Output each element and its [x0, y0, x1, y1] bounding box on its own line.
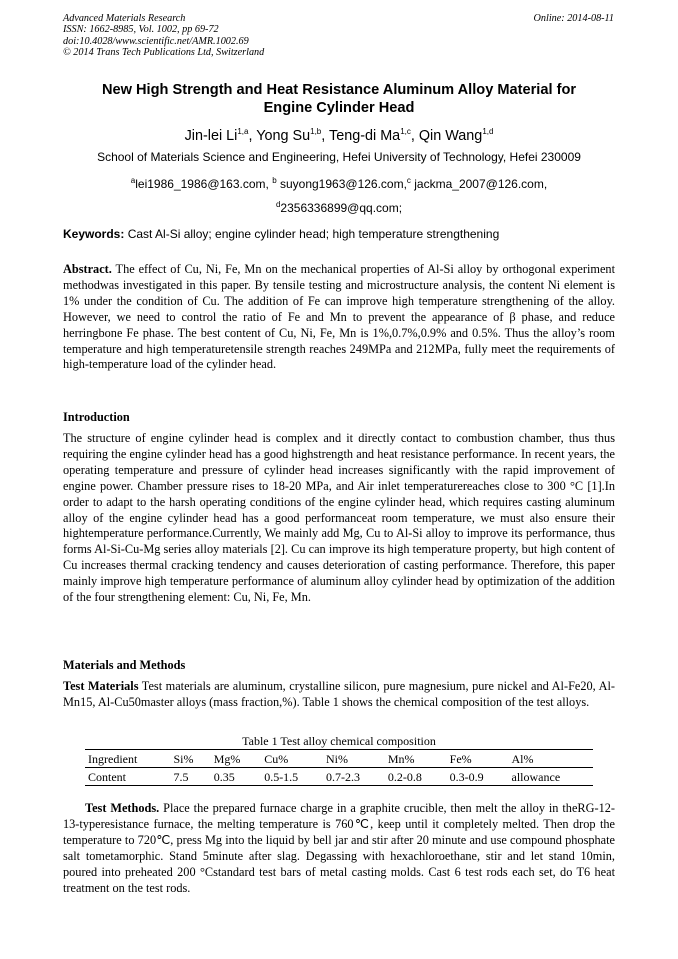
test-materials-label: Test Materials — [63, 679, 139, 693]
table-cell: 0.2-0.8 — [385, 768, 447, 786]
author-name: Jin-lei Li — [184, 127, 238, 144]
affiliation: School of Materials Science and Engineering, Hefei University of Technology, Hefei 230009 — [97, 150, 581, 164]
table-header-cell: Ni% — [323, 750, 385, 768]
table-cell: Content — [85, 768, 170, 786]
email-line-2 — [63, 195, 615, 219]
author-separator: , — [321, 127, 329, 144]
introduction-text: The structure of engine cylinder head is complex and it directly contact to combustion chamber, thus thus requiring the engine cylinder head has a good highstrength and heat resistance performance. In recent years, the operating temperature and pressure of cylinder head increases significantly with the rapid improvement of engine power. Chamber pressure rises to 18-20 MPa, and Air inlet temperaturereaches close to 300 °C [1].In order to adapt to the harsh operating conditions of the engine cylinder head, which requires casting aluminum alloy of the engine cylinder head has a good performanceat room temperature, we must also ensure their hightemperature performance.Currently, We mainly add Mg, Cu to Al-Si alloy to improve its performance, thus forms Al-Si-Cu-Mg series alloy materials [2]. Cu can improve its high temperature property, but high content of Cu increases thermal cracking tendency and causes deterioration of casting performance. Therefore, this paper mainly improve high temperature performance of aluminum alloy cylinder head by optimization of the addition of the four strengthening element: Cu, Ni, Fe, Mn. — [63, 431, 615, 605]
email-a: lei1986_1986@163.com, — [135, 177, 273, 191]
author-affil-mark: 1,d — [482, 127, 494, 136]
section-heading-methods: Materials and Methods — [63, 658, 186, 672]
author-name: Teng-di Ma — [329, 127, 401, 144]
table-header-cell: Ingredient — [85, 750, 170, 768]
keywords-text: Cast Al-Si alloy; engine cylinder head; high temperature strengthening — [124, 227, 500, 241]
author-name: Qin Wang — [418, 127, 483, 144]
section-heading-introduction: Introduction — [63, 410, 130, 424]
test-materials-paragraph — [63, 679, 615, 711]
author-affil-mark: 1,c — [400, 127, 411, 136]
email-c: jackma_2007@126.com, — [410, 177, 548, 191]
email-mark: c — [406, 176, 411, 185]
table-caption: Table 1 Test alloy chemical composition — [242, 734, 436, 748]
journal-issn: ISSN: 1662-8985, Vol. 1002, pp 69-72 — [63, 24, 219, 36]
email-mark: a — [130, 176, 136, 185]
keywords-label: Keywords: — [63, 227, 125, 241]
email-d: 2356336899@qq.com; — [280, 200, 403, 215]
abstract-text: The effect of Cu, Ni, Fe, Mn on the mechanical properties of Al-Si alloy by orthogonal experiment methodwas investigated in this paper. By tensile testing and microstructure analysis, the content Ni element is 1% under the condition of Cu. The addition of Fe can improve high temperature strengthening of the alloy. However, we need to control the ratio of Fe and Mn to prevent the appearance of β phase, and reduce herringbone Fe phase. The best content of Cu, Ni, Fe, Mn is 1%,0.7%,0.9% and 0.5%. Thus the alloy’s room temperature and high temperaturetensile strength reaches 249MPa and 212MPa, fully meet the requirements of high-temperature load of the cylinder head. — [63, 262, 615, 372]
keywords — [63, 226, 615, 242]
table-cell: allowance — [509, 768, 594, 786]
test-methods-label: Test Methods. — [85, 801, 160, 815]
table-cell: 0.7-2.3 — [323, 768, 385, 786]
table-cell: 0.3-0.9 — [447, 768, 509, 786]
journal-name: Advanced Materials Research — [63, 13, 186, 24]
email-mark: b — [272, 176, 277, 185]
table-header-cell: Si% — [170, 750, 210, 768]
abstract-label: Abstract. — [63, 262, 112, 276]
journal-copyright: © 2014 Trans Tech Publications Ltd, Switzerland — [63, 47, 265, 59]
journal-meta — [63, 13, 264, 59]
table-header-cell: Mn% — [385, 750, 447, 768]
test-methods-text: Place the prepared furnace charge in a graphite crucible, then melt the alloy in theRG-12-13-typeresistance furnace, the melting temperature is 760℃, keep until it completely melted. Then drop the temperature to 720℃, press Mg into the liquid by bell jar and stir after 20 minute and use compound phosphate salt tometamorphic. Stand 5minute after slag. Degassing with hexachloroethane, stir and let stand 10min, poured into preheated 200 °Cstandard test bars of metal casting molds. Cast 6 test rods each set, do T6 heat treatment on the test rods. — [63, 801, 615, 895]
author-separator: , — [410, 127, 419, 144]
composition-table — [85, 749, 593, 786]
author-affil-mark: 1,a — [237, 127, 249, 136]
author-emails — [63, 171, 615, 218]
email-mark: d — [275, 199, 281, 209]
author-affil-mark: 1,b — [310, 127, 322, 136]
author-list — [63, 122, 615, 146]
table-header-cell: Fe% — [447, 750, 509, 768]
title-line-2: Engine Cylinder Head — [263, 100, 415, 116]
test-methods-paragraph — [63, 801, 615, 896]
email-b: suyong1963@126.com, — [276, 177, 407, 191]
table-header-cell: Mg% — [211, 750, 262, 768]
online-date: Online: 2014-08-11 — [533, 13, 614, 24]
table-header-cell: Al% — [509, 750, 594, 768]
table-cell: 0.5-1.5 — [261, 768, 323, 786]
paper-title — [63, 81, 615, 117]
table-cell: 7.5 — [170, 768, 210, 786]
email-line-1 — [63, 171, 615, 195]
table-row — [85, 768, 593, 786]
title-line-1: New High Strength and Heat Resistance Aluminum Alloy Material for — [101, 82, 577, 98]
table-header-cell: Cu% — [261, 750, 323, 768]
test-materials-text: Test materials are aluminum, crystalline silicon, pure magnesium, pure nickel and Al-Fe20, Al-Mn15, Al-Cu50master alloys (mass fraction,%). Table 1 shows the chemical composition of the test alloys. — [63, 679, 615, 709]
author-separator: , — [248, 127, 257, 144]
author-name: Yong Su — [256, 127, 311, 144]
abstract — [63, 262, 615, 373]
table-cell: 0.35 — [211, 768, 262, 786]
table-header-row — [85, 750, 593, 768]
journal-doi: doi:10.4028/www.scientific.net/AMR.1002.69 — [63, 35, 249, 47]
